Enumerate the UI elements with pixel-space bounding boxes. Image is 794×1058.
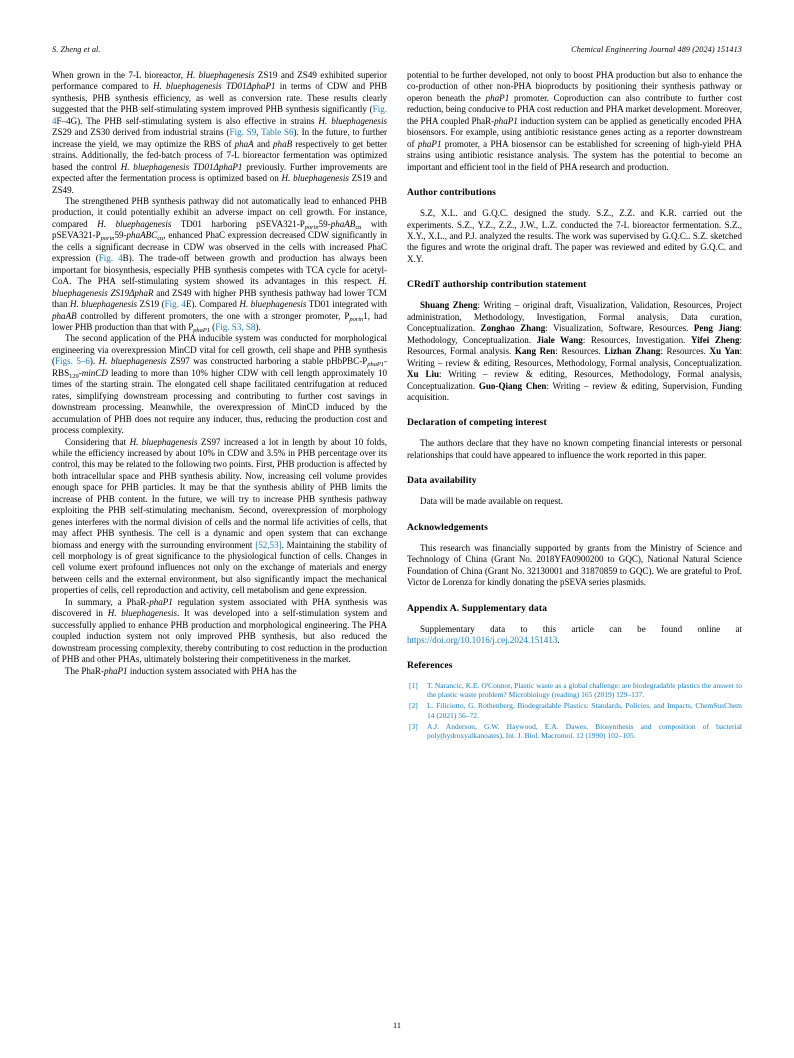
paragraph-outlook-continued xyxy=(407,70,742,173)
subscript: 129 xyxy=(69,372,79,380)
gene-name: phaABC xyxy=(126,230,158,241)
species-name: H. bluephagenesis xyxy=(318,115,387,126)
subscript: porin xyxy=(349,315,364,323)
credit-author-roles: : Resources. xyxy=(660,346,710,357)
reference-list xyxy=(407,681,742,742)
text-run: ( xyxy=(209,321,216,332)
credit-author-name: Xu Yan xyxy=(709,346,740,357)
species-name: H. bluephagenesis xyxy=(186,70,255,80)
subscript: porin xyxy=(100,235,115,243)
species-name: H. bluephagenesis xyxy=(129,436,198,447)
text-run: induction system associated with PHA has the xyxy=(127,665,297,676)
gene-name: phaP1 xyxy=(485,92,510,103)
text-run: F–4G). The PHB self-stimulating system is also effective in strains xyxy=(56,115,319,126)
credit-author-name: Xu Liu xyxy=(407,369,440,380)
paragraph-bioreactor-results xyxy=(52,70,387,196)
credit-author-name: Lizhan Zhang xyxy=(604,346,661,357)
species-name: H. bluephagenesis xyxy=(98,356,167,367)
text-run: 59- xyxy=(114,230,127,241)
species-name: H. bluephagenesis xyxy=(153,81,222,92)
credit-author-roles: : Methodology, Conceptualization. xyxy=(407,323,743,345)
heading-acknowledgements: Acknowledgements xyxy=(407,521,489,533)
reference-text: T. Narancic, K.E. O'Connor, Plastic waste as a global challenge: are biodegradable plastics the answer to the plastic waste problem? Microbiology (reading) 165 (2019) 129–137. xyxy=(427,680,742,700)
reference-item[interactable] xyxy=(407,722,742,741)
text-run: ). xyxy=(89,356,99,367)
text-run: The second application of the PHA inducible system was conducted for morphological engineering via overexpression MinCD vital for cell growth, cell shape and PHB synthesis ( xyxy=(52,333,387,367)
left-column xyxy=(52,70,387,1000)
credit-author-roles: : Writing – review & editing, Resources, Methodology, Formal analysis, Conceptualization. xyxy=(407,346,743,368)
reference-item[interactable] xyxy=(407,681,742,700)
text-run: 1, had lower PHB production than that with P xyxy=(52,310,388,332)
subscript: phaP1 xyxy=(193,326,210,334)
subscript: cn xyxy=(355,223,362,231)
credit-author-roles: : Writing – original draft, Visualization, Validation, Resources, Project administration, Methodology, Investigation, Formal analysis, Data curation, Conceptualization. xyxy=(407,300,742,334)
heading-author-contributions: Author contributions xyxy=(407,187,496,199)
running-head xyxy=(52,45,742,59)
credit-author-roles: : Visualization, Software, Resources. xyxy=(545,323,694,334)
gene-name: phaA xyxy=(234,138,254,149)
figure-link[interactable]: Fig. 4 xyxy=(52,104,387,126)
text-run: ZS97 increased a lot in length by about 10 folds, while the efficiency increased by about 10% in CDW and 3.5% in PHB percentage over its control, this may be related to the following two points. First, PHB production is affected by both intracellular space and PHB synthesis ability. Now, increasing cell volume provides enough space for PHB particles. It may be that the synthesis ability of PHB limits the increase of PHB content. In the future, we will try to increase PHB synthesis pathway exploiting the PHB self-stimulating mechanism. Second, overexpression of morphology genes interferes with the normal division of cells and the normal life activities of cells, that may affect PHB synthesis. The cell is a dynamic and open system that can exchange biomass and energy with the surrounding environment xyxy=(52,436,387,550)
reference-number: [2] xyxy=(409,701,418,711)
credit-author-name: Peng Jiang xyxy=(693,323,740,334)
reference-text: L. Filiciotto, G. Rothenberg, Biodegradable Plastics: Standards, Policies, and Impacts, ChemSusChem 14 (2021) 56–72. xyxy=(427,701,742,720)
credit-author-roles: : Writing – review & editing, Resources, Methodology, Formal analysis, Conceptualization. xyxy=(407,369,742,391)
credit-roles-text xyxy=(407,300,742,402)
heading-data-availability: Data availability xyxy=(407,475,477,487)
paragraph-author-contributions: S.Z, X.L. and G.Q.C. designed the study. S.Z., Z.Z. and K.R. carried out the experiments. S.Z., Y.Z., Z.Z., J.W., L.Z. conducted the 7-L bioreactor fermentation. S.Z., X.Y., X.L., and P.J. analyzed the results. The work was supervised by G.Q.C.. S.Z. sketched the figures and wrote the original draft. The paper was reviewed and edited by G.Q.C. and X.Y. xyxy=(407,208,742,264)
subscript: phaP1 xyxy=(367,361,384,369)
strain-name: ZS19ΔphaR xyxy=(107,287,154,298)
text-run: TD01 harboring pSEVA321-P xyxy=(171,218,305,229)
credit-author-name: Kang Ren xyxy=(514,346,556,357)
text-run: Supplementary data to this article can be found online at xyxy=(420,623,742,634)
paragraph-acknowledgements: This research was financially supported by grants from the Ministry of Science and Technology of China (Grant No. 2018YFA0900200 to GQC), National Natural Science Foundation of China (Grant No. 32130001 and 31870859 to GQC). We are grateful to Prof. Victor de Lorenza for kindly donating the pSEVA series plasmids. xyxy=(407,542,742,588)
reference-number: [1] xyxy=(409,680,418,690)
text-run: 59- xyxy=(318,218,331,229)
figure-link[interactable]: Fig. 4 xyxy=(164,299,186,310)
running-head-left: S. Zheng et al. xyxy=(52,45,101,54)
text-run: Considering that xyxy=(65,436,130,447)
paragraph-summary xyxy=(52,597,387,666)
subscript: cn xyxy=(157,235,164,243)
text-run: E). Compared xyxy=(185,299,240,310)
text-run: The PhaR- xyxy=(65,665,104,676)
text-run: regulation system associated with PHA synthesis was discovered in xyxy=(52,596,387,619)
paragraph-data-availability: Data will be made available on request. xyxy=(420,496,563,507)
gene-name: phaP1 xyxy=(149,596,173,607)
heading-credit-statement: CRediT authorship contribution statement xyxy=(407,279,587,291)
species-name: H. bluephagenesis xyxy=(70,299,138,310)
text-run: TD01 integrated with xyxy=(306,299,388,310)
gene-name: phaAB xyxy=(52,310,77,321)
text-run: and xyxy=(253,138,274,149)
paragraph-outlook-start xyxy=(52,666,387,677)
two-column-body xyxy=(52,70,742,1000)
species-name: H. bluephagenesis xyxy=(107,608,178,619)
text-run: in terms of CDW and PHB synthesis, PHB synthesis efficiency, as well as conversion rate. These results clearly suggested that the PHB self-stimulating system improved PHB synthesis significantly ( xyxy=(52,81,387,115)
species-name: H. bluephagenesis xyxy=(239,299,307,310)
species-name: H. bluephagenesis xyxy=(97,218,172,229)
paragraph-phb-pathway xyxy=(52,196,387,333)
text-run: , enhanced PhaC expression decreased CDW significantly in the cells a significant decrease in CDW was observed in the cells with increased PhaC expression ( xyxy=(52,230,387,264)
text-run: -RBS xyxy=(52,356,387,378)
reference-number: [3] xyxy=(409,721,418,731)
gene-name: phaP1 xyxy=(103,665,128,676)
text-run: leading to more than 10% higher CDW with cell length approximately 10 times of the starting strain. The elongated cell shape facilitated centrifugation at reduced rates, simplifying downstream processing and contributing to further cost savings in downstream processing. Meanwhile, the overexpression of MinCD induced by the accumulation of PHB does not require any inducer, thus, reducing the production cost and process complexity. xyxy=(52,367,387,436)
credit-author-name: Shuang Zheng xyxy=(420,300,478,311)
text-run: and ZS49 with higher PHB synthesis pathway had lower TCM than xyxy=(52,287,387,310)
text-run: In summary, a PhaR- xyxy=(65,596,150,607)
text-run: . Maintaining the stability of cell morphology is of great significance to the physiological function of cells. Changes in cell volume exert profound influences not only on the exchange of materials and energy between cells and the external environment, but also significantly impact the mechanical properties of cells, cell reproduction and activity, cell metabolism and gene expression. xyxy=(52,539,387,596)
text-run: B). The trade-off between growth and production has always been important for biosynthesis, especially PHB synthesis competes with TCA cycle for acetyl-CoA. The PHA self-stimulating system showed its advantages in this respect. xyxy=(52,253,387,287)
text-run: potential to be further developed, not only to boost PHA production but also to enhance the co-production of other non-PHA bioproducts by positioning their synthesis pathway or operon beneath the xyxy=(407,70,742,103)
text-run: induction system can be applied as genetically encoded PHA biosensors. For example, using antibiotic resistance genes acting as a reporter downstream of xyxy=(407,115,742,149)
text-run: ZS97 was constructed harboring a stable pHbPBC-P xyxy=(166,356,368,367)
credit-author-roles: : Resources, Formal analysis. xyxy=(407,334,742,357)
text-run: The strengthened PHB synthesis pathway did not automatically lead to enhanced PHB production, it could potentially exhibit an adverse impact on cell growth. For instance, compared xyxy=(52,195,387,229)
credit-author-roles: : Writing – review & editing, Supervision, Funding acquisition. xyxy=(407,380,743,402)
gene-name: phaAB xyxy=(330,218,356,229)
text-run: previously. Further improvements are expected after the fermentation process is optimized based on xyxy=(52,161,387,184)
heading-appendix-a: Appendix A. Supplementary data xyxy=(407,602,548,614)
text-run: ). In the future, to further increase the yield, we may optimize the RBS of xyxy=(52,127,387,149)
text-run: controlled by different promoters, the one with a stronger promoter, P xyxy=(76,310,350,321)
text-run: . xyxy=(557,635,560,646)
text-run: respectively to get better strains. Additionally, the fed-batch process of 7-L bioreactor fermentation was optimized based the control xyxy=(52,138,387,172)
citation-link[interactable]: [52,53] xyxy=(255,539,282,550)
strain-name: TD01ΔphaP1 xyxy=(189,161,243,172)
heading-declaration-of-competing-interest: Declaration of competing interest xyxy=(407,417,547,429)
table-link[interactable]: Table S6 xyxy=(261,127,294,138)
gene-name: phaB xyxy=(273,138,293,149)
credit-author-name: Zonghao Zhang xyxy=(480,323,546,334)
text-run: . It was developed into a self-stimulation system and successfully applied to enhance PHB production and morphological engineering. The PHA coupled induction system not only improved PHB synthesis, but also reduced the downstream processing complexity, thereby contributing to cost reduction in the production of PHB and other PHAs, ultimately bolstering their competitiveness in the market. xyxy=(52,608,387,665)
credit-author-name: Guo-Qiang Chen xyxy=(478,380,547,391)
reference-text: A.J. Anderson, G.W. Haywood, E.A. Dawes, Biosynthesis and composition of bacterial poly(hydroxyalkanoates), Int. J. Biol. Macromol. 12 (1990) 102–105. xyxy=(427,721,742,741)
text-run: promoter, a PHA biosensor can be established for screening of high-yield PHA strains using antibiotic resistance analysis. The system has the potential to become an important and efficient tool in the field of PHA research and production. xyxy=(407,138,742,172)
figure-link[interactable]: Fig. S3, S8 xyxy=(215,321,256,332)
credit-author-roles: : Resources, Investigation. xyxy=(582,334,692,345)
text-run: ZS19 and ZS49. xyxy=(52,173,387,195)
gene-name: phaP1 xyxy=(417,138,442,149)
gene-name: -minCD xyxy=(78,367,108,378)
figure-link[interactable]: Fig. S9 xyxy=(229,127,257,138)
heading-references: References xyxy=(407,659,453,671)
subscript: porin xyxy=(304,223,319,231)
text-run: , xyxy=(256,127,262,138)
paragraph-declaration: The authors declare that they have no known competing financial interests or personal relationships that could have appeared to influence the work reported in this paper. xyxy=(407,438,742,460)
credit-author-roles: : Resources. xyxy=(555,346,605,357)
text-run: promoter. Coproduction can also contribute to further cost reduction, being conducive to PHA cost reduction and PHA market development. Moreover, the PHA coupled PhaR- xyxy=(407,92,742,126)
species-name: H. bluephagenesis xyxy=(120,161,190,172)
reference-item[interactable] xyxy=(407,701,742,720)
paragraph-appendix-a xyxy=(407,624,742,647)
credit-author-name: Jiale Wang xyxy=(536,334,583,345)
text-run: ZS19 ( xyxy=(137,299,165,310)
page-number: 11 xyxy=(393,1021,401,1030)
text-run: When grown in the 7-L bioreactor, xyxy=(52,70,187,80)
paragraph-morphological-engineering xyxy=(52,333,387,436)
species-name: H. bluephagenesis xyxy=(52,276,387,298)
figure-link[interactable]: Fig. 4 xyxy=(98,253,123,264)
species-name: H. bluephagenesis xyxy=(281,173,349,184)
right-column xyxy=(407,70,742,1000)
credit-author-name: Yifei Zheng xyxy=(691,334,740,345)
text-run: ZS19 and ZS49 exhibited superior performance compared to xyxy=(52,70,387,92)
text-run: ZS29 and ZS30 derived from industrial strains ( xyxy=(52,127,230,138)
running-head-right: Chemical Engineering Journal 489 (2024) 151413 xyxy=(571,45,742,54)
text-run: ). xyxy=(255,321,261,332)
strain-name: TD01ΔphaP1 xyxy=(221,81,276,92)
figure-link[interactable]: Figs. 5–6 xyxy=(55,356,90,367)
paragraph-credit-statement xyxy=(407,300,742,403)
paragraph-cell-length xyxy=(52,437,387,597)
doi-link[interactable]: https://doi.org/10.1016/j.cej.2024.151413 xyxy=(407,635,558,646)
text-run: with pSEVA321-P xyxy=(52,218,387,241)
gene-name: phaP1 xyxy=(494,115,518,126)
